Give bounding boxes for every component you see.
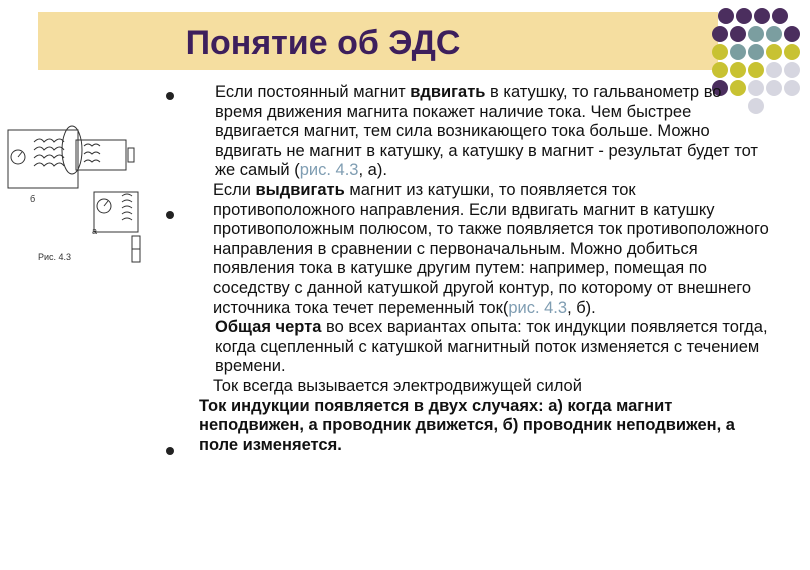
decorative-dot [718, 8, 734, 24]
figure-label-b: б [30, 194, 36, 204]
p2-text-3: , б). [567, 298, 596, 317]
bullet-1 [166, 92, 174, 100]
decorative-dot [784, 80, 800, 96]
decorative-dot [730, 44, 746, 60]
paragraph-1 [193, 83, 771, 181]
decorative-dot [784, 26, 800, 42]
decorative-dot [772, 8, 788, 24]
figure-link-2[interactable]: рис. 4.3 [508, 298, 568, 317]
p2-text-1: Если [213, 180, 256, 199]
paragraph-3 [193, 318, 771, 377]
figure-link-1[interactable]: рис. 4.3 [299, 161, 359, 180]
decorative-dot [784, 62, 800, 78]
p1-bold: вдвигать [410, 83, 486, 101]
induction-figure [4, 110, 154, 270]
slide-title: Понятие об ЭДС [185, 24, 461, 62]
p5-bold: Ток индукции появляется в двух случаях: а) когда магнит неподвижен, а проводник движется, б) проводник неподвижен, а поле изменяется. [199, 396, 735, 454]
paragraph-4 [193, 377, 771, 397]
bullet-2 [166, 211, 174, 219]
decorative-dot [784, 44, 800, 60]
decorative-dot [766, 44, 782, 60]
bullet-3 [166, 447, 174, 455]
decorative-dot [748, 62, 764, 78]
paragraph-2 [193, 181, 771, 318]
decorative-dot [730, 62, 746, 78]
p1-text-3: , а). [358, 161, 387, 180]
p2-bold: выдвигать [255, 180, 345, 199]
decorative-dot [748, 26, 764, 42]
decorative-dot [712, 62, 728, 78]
p2-text-2: магнит из катушки, то появляется ток противоположного направления. Если вдвигать магнит в катушку противоположным полюсом, то также появляется ток противоположного направления в сравнении с первоначальным. Можно добиться появления тока в катушке другим путем: например, помещая по соседству с данной катушкой другой контур, по которому от внешнего источника тока течет переменный ток( [213, 180, 769, 317]
slide-body [193, 83, 771, 455]
decorative-dot [766, 26, 782, 42]
decorative-dot [712, 44, 728, 60]
decorative-dot [712, 26, 728, 42]
p1-text-1: Если постоянный магнит [215, 83, 411, 101]
p1-text-2: в катушку, то гальванометр во время движения магнита покажет наличие тока. Чем быстрее вдвигается магнит, тем сила возникающего тока больше. Можно вдвигать не магнит в катушку, а катушку в магнит - результат будет тот же самый ( [215, 83, 758, 180]
decorative-dot [748, 44, 764, 60]
figure-label-a: а [92, 226, 98, 236]
decorative-dot [766, 62, 782, 78]
decorative-dot [730, 26, 746, 42]
decorative-dot [754, 8, 770, 24]
p3-bold: Общая черта [215, 318, 322, 337]
p3-text: во всех вариантах опыта: ток индукции появляется тогда, когда сцепленный с катушкой магнитный поток изменяется с течением времени. [215, 318, 768, 376]
figure-caption: Рис. 4.3 [38, 252, 72, 262]
decorative-dot [736, 8, 752, 24]
p4-text: Ток всегда вызывается электродвижущей силой [213, 376, 582, 395]
paragraph-5 [193, 397, 771, 456]
